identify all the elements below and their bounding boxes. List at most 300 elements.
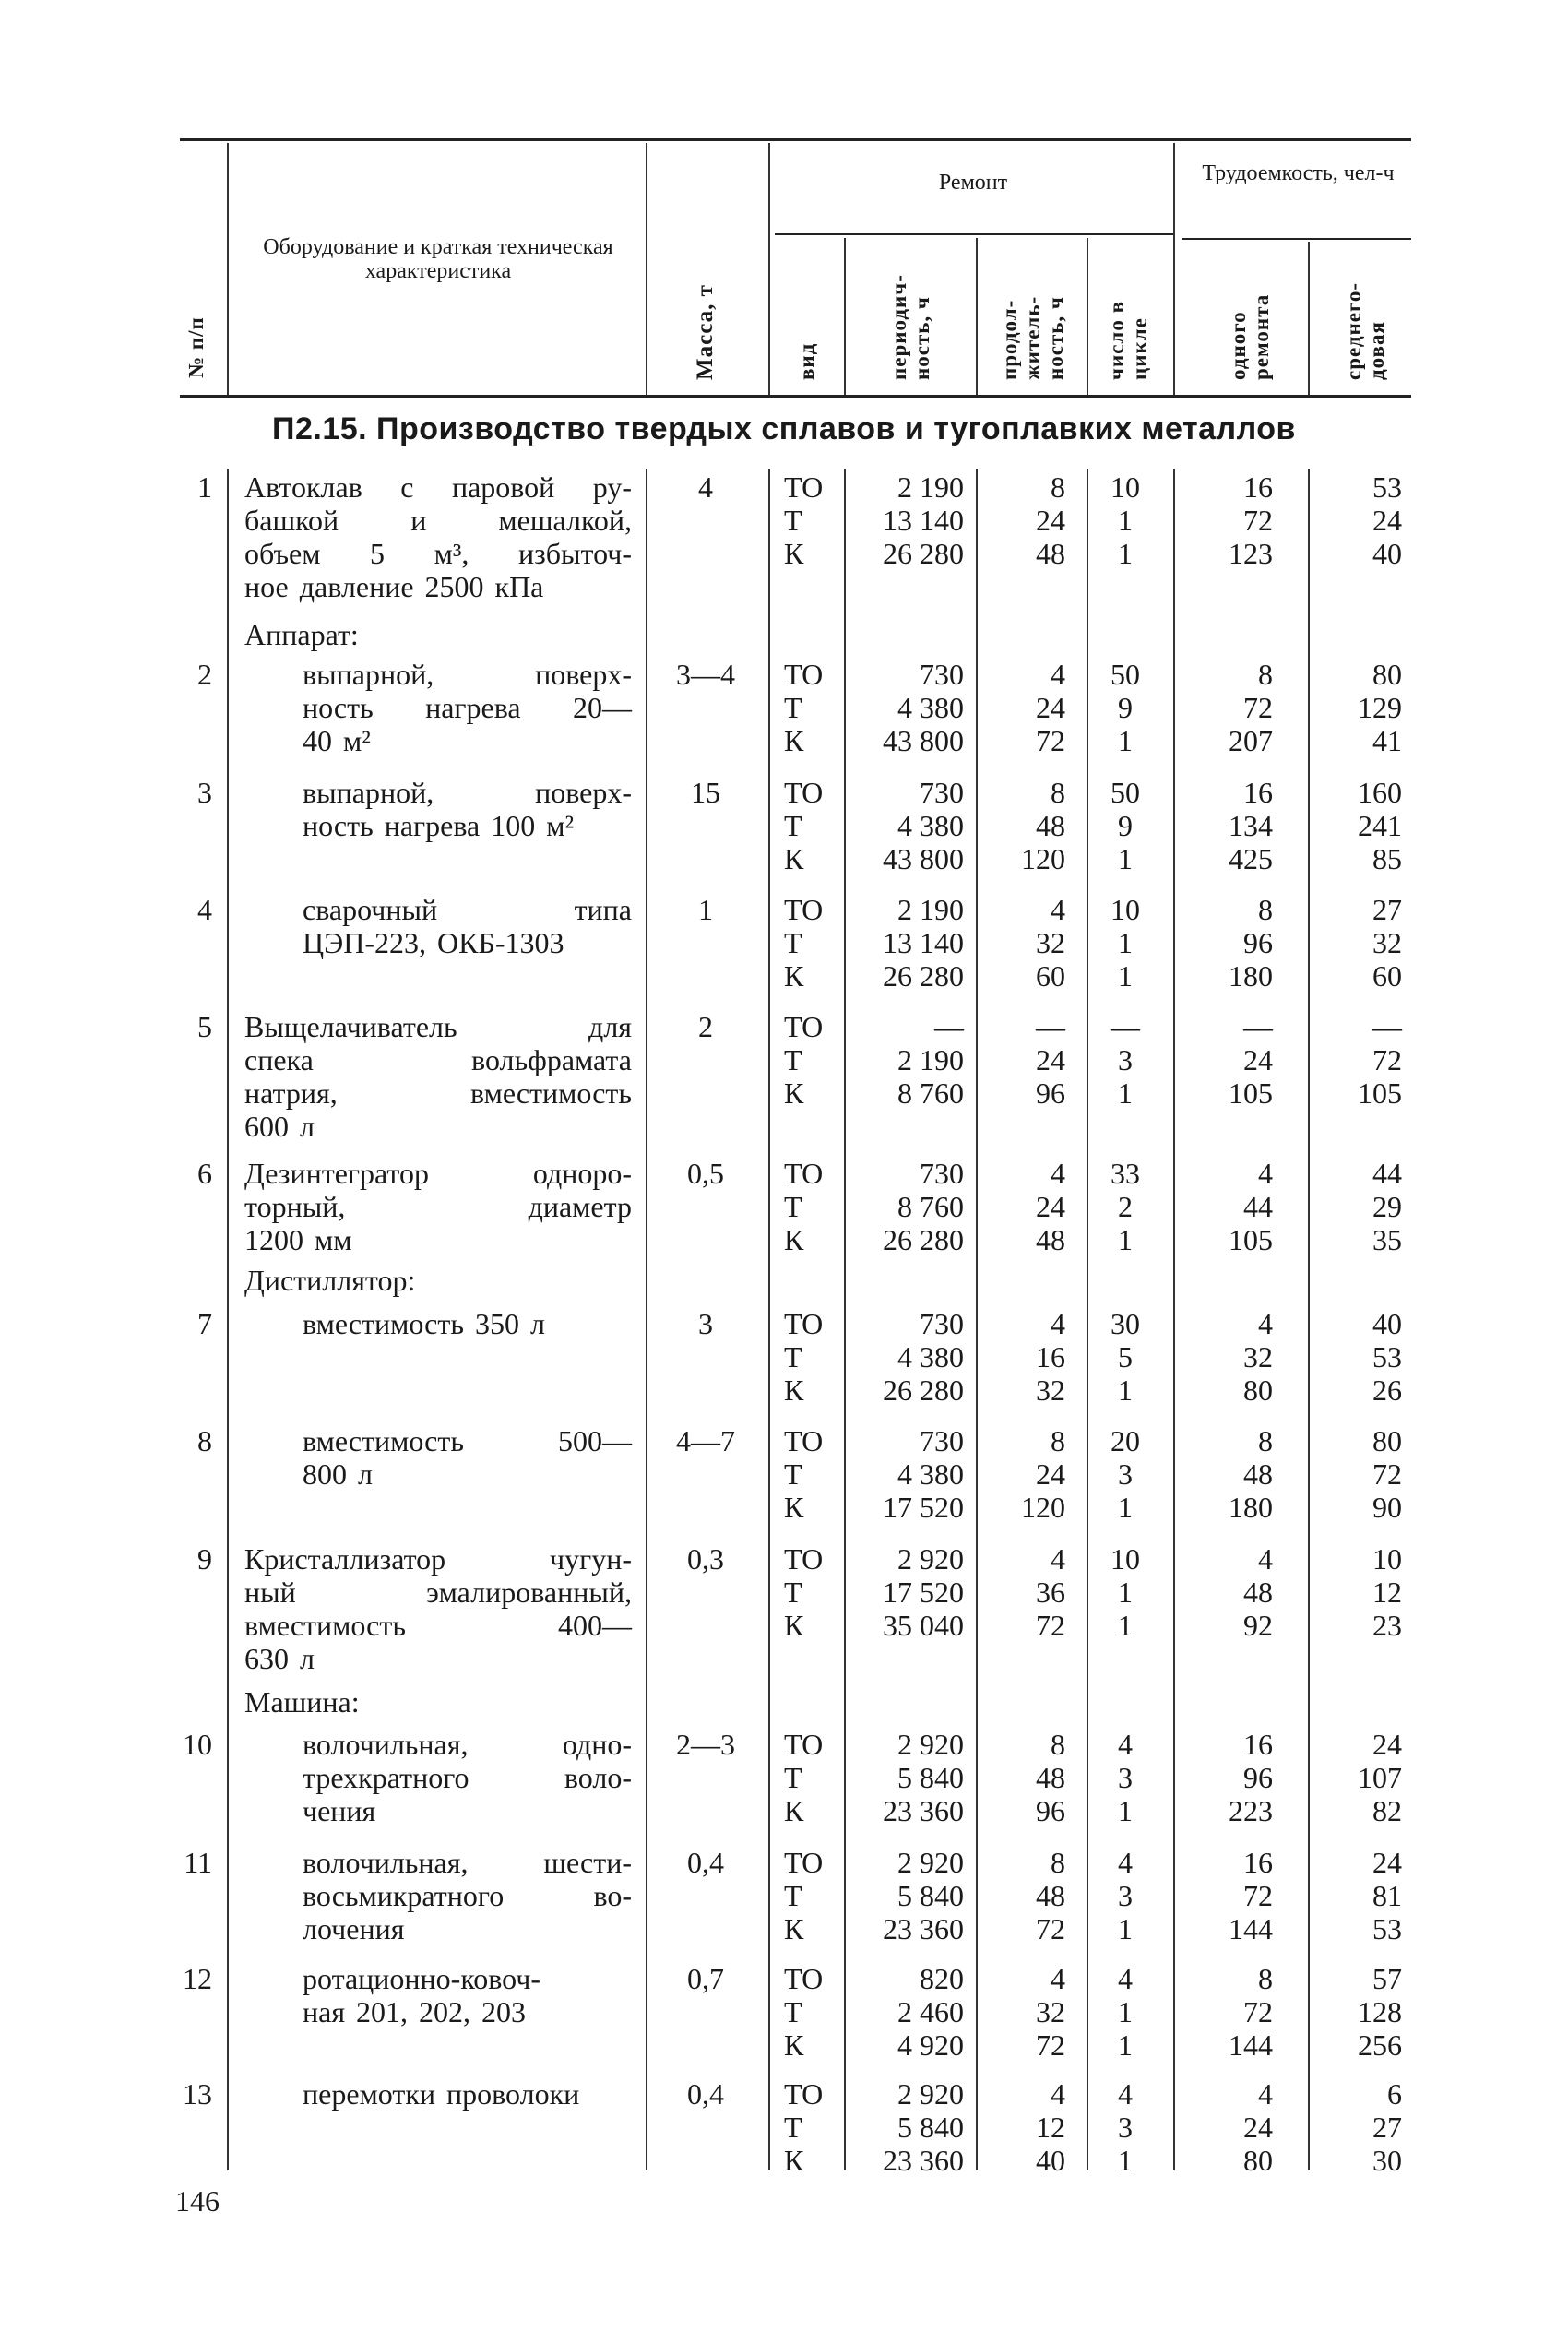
- word: восьмикратного: [303, 1879, 505, 1912]
- mass-value: 3: [698, 1307, 713, 1340]
- repair-type: К: [784, 959, 804, 993]
- duration-cell: [982, 1424, 1075, 1524]
- word: вместимость: [303, 1307, 464, 1340]
- repair-type-cell: [784, 893, 839, 993]
- column-divider: [844, 469, 846, 2170]
- labor-annual-avg: 82: [1372, 1794, 1402, 1827]
- word: чугун-: [550, 1542, 632, 1576]
- word: нагрева: [425, 691, 521, 724]
- count-in-cycle: 1: [1118, 1374, 1133, 1407]
- count-in-cycle-cell: [1088, 1542, 1162, 1642]
- labor-annual-avg: 53: [1372, 1912, 1402, 1945]
- row-number: 4: [197, 893, 212, 926]
- header-divider: [646, 143, 647, 395]
- word: Дезинтегратор: [244, 1157, 429, 1190]
- word: 500—: [558, 1424, 632, 1457]
- labor-one-repair: 180: [1229, 1491, 1273, 1524]
- word: л: [300, 1642, 315, 1675]
- header-repair: Ремонт: [938, 171, 1008, 195]
- word: мм: [315, 1223, 352, 1256]
- count-in-cycle-cell: [1088, 1157, 1162, 1256]
- labor-annual-avg: 40: [1372, 537, 1402, 570]
- header-labor: Трудоемкость, чел-ч: [1202, 161, 1395, 185]
- repair-type: К: [784, 1609, 804, 1642]
- equipment-description: [303, 893, 632, 959]
- labor-annual-avg-cell: [1310, 1157, 1402, 1256]
- duration-cell: [982, 1728, 1075, 1827]
- duration-cell: [982, 658, 1075, 757]
- count-in-cycle: 10: [1111, 1542, 1140, 1576]
- duration: 120: [1021, 1491, 1065, 1524]
- equipment-description: [244, 1010, 632, 1143]
- labor-one-repair: 16: [1243, 1728, 1273, 1761]
- periodicity-cell: [849, 1728, 964, 1827]
- count-in-cycle: 1: [1118, 959, 1133, 993]
- count-in-cycle: 4: [1118, 2077, 1133, 2111]
- labor-one-repair-cell: [1181, 893, 1282, 993]
- labor-one-repair-cell: [1181, 1846, 1282, 1945]
- duration: 72: [1036, 1912, 1065, 1945]
- labor-annual-avg: 129: [1358, 691, 1402, 724]
- labor-one-repair: 44: [1243, 1190, 1273, 1223]
- count-in-cycle: 2: [1118, 1190, 1133, 1223]
- word: л: [358, 1457, 373, 1491]
- column-divider: [976, 469, 978, 2170]
- word: 201,: [356, 1995, 409, 2028]
- word: сварочный: [303, 893, 438, 926]
- word: для: [588, 1010, 632, 1043]
- labor-one-repair: 105: [1229, 1223, 1273, 1256]
- word: проволоки: [446, 2077, 580, 2111]
- count-in-cycle-cell: [1088, 1424, 1162, 1524]
- duration: 72: [1036, 724, 1065, 757]
- word: волочильная,: [303, 1846, 469, 1879]
- labor-one-repair-cell: [1181, 658, 1282, 757]
- labor-one-repair: 96: [1243, 1761, 1273, 1794]
- periodicity: 5 840: [897, 2111, 964, 2144]
- mass-value: 0,7: [687, 1962, 724, 1995]
- count-in-cycle-cell: [1088, 658, 1162, 757]
- repair-type-cell: [784, 1542, 839, 1642]
- mass-value: 0,4: [687, 2077, 724, 2111]
- word: Автоклав: [244, 470, 362, 504]
- description-line: [244, 1157, 632, 1190]
- count-in-cycle: 1: [1118, 1794, 1133, 1827]
- count-in-cycle: 1: [1118, 537, 1133, 570]
- periodicity: 13 140: [883, 926, 964, 959]
- repair-type: К: [784, 1076, 804, 1110]
- word: кПа: [494, 570, 544, 603]
- periodicity-cell: [849, 1424, 964, 1524]
- count-in-cycle: 20: [1111, 1424, 1140, 1457]
- header-num: № п/п: [184, 316, 208, 378]
- labor-one-repair: 48: [1243, 1457, 1273, 1491]
- repair-type: ТО: [784, 1157, 824, 1190]
- periodicity: 8 760: [897, 1190, 964, 1223]
- equipment-description: [244, 470, 632, 603]
- header-periodicity: периодич-ность, ч: [887, 274, 933, 380]
- labor-annual-avg: 23: [1372, 1609, 1402, 1642]
- row-number: 13: [183, 2077, 212, 2111]
- labor-one-repair-cell: [1181, 1962, 1282, 2062]
- repair-type-cell: [784, 776, 839, 875]
- periodicity: 4 920: [897, 2028, 964, 2062]
- periodicity: 23 360: [883, 1912, 964, 1945]
- duration: 4: [1051, 893, 1065, 926]
- word: ность: [303, 809, 374, 842]
- labor-one-repair: 4: [1258, 1157, 1273, 1190]
- equipment-description: [303, 658, 632, 757]
- word: и: [410, 504, 427, 537]
- word: во-: [593, 1879, 632, 1912]
- mass-value: 4: [698, 470, 713, 504]
- description-line: [244, 1223, 632, 1256]
- count-in-cycle-cell: [1088, 470, 1162, 570]
- labor-annual-avg: 27: [1372, 2111, 1402, 2144]
- periodicity-cell: [849, 776, 964, 875]
- labor-annual-avg: 107: [1358, 1761, 1402, 1794]
- duration: 4: [1051, 1542, 1065, 1576]
- duration-cell: [982, 1010, 1075, 1110]
- duration: 8: [1051, 1846, 1065, 1879]
- duration: 8: [1051, 776, 1065, 809]
- description-line: [303, 1728, 632, 1761]
- header-divider: [227, 143, 229, 395]
- count-in-cycle: 1: [1118, 1995, 1133, 2028]
- periodicity: 2 920: [897, 2077, 964, 2111]
- labor-one-repair: 8: [1258, 1962, 1273, 1995]
- labor-annual-avg: 41: [1372, 724, 1402, 757]
- repair-type: К: [784, 1794, 804, 1827]
- duration: 48: [1036, 809, 1065, 842]
- labor-one-repair: 80: [1243, 1374, 1273, 1407]
- duration-cell: [982, 2077, 1075, 2177]
- word: давление: [299, 570, 414, 603]
- word: 2500: [424, 570, 484, 603]
- duration: 60: [1036, 959, 1065, 993]
- repair-type: Т: [784, 504, 802, 537]
- word: л: [300, 1110, 315, 1143]
- description-line: [244, 1076, 632, 1110]
- labor-one-repair-cell: [1181, 1307, 1282, 1407]
- count-in-cycle: 10: [1111, 470, 1140, 504]
- periodicity: 4 380: [897, 691, 964, 724]
- labor-one-repair: 16: [1243, 776, 1273, 809]
- word: нагрева: [384, 809, 481, 842]
- labor-one-repair: 80: [1243, 2144, 1273, 2177]
- labor-annual-avg-cell: [1310, 1424, 1402, 1524]
- labor-one-repair: 8: [1258, 658, 1273, 691]
- word: ротационно-ковоч-: [303, 1962, 541, 1995]
- duration-cell: [982, 1846, 1075, 1945]
- header-divider: [976, 238, 978, 395]
- word: ру-: [592, 470, 632, 504]
- row-number: 11: [184, 1846, 212, 1879]
- equipment-description: [303, 1307, 632, 1340]
- count-in-cycle: 1: [1118, 1491, 1133, 1524]
- description-line: [303, 1794, 632, 1827]
- labor-one-repair: 72: [1243, 691, 1273, 724]
- labor-one-repair-cell: [1181, 1157, 1282, 1256]
- row-number: 6: [197, 1157, 212, 1190]
- word: 100: [491, 809, 536, 842]
- description-line: [244, 537, 632, 570]
- periodicity: 2 190: [897, 893, 964, 926]
- labor-annual-avg: 160: [1358, 776, 1402, 809]
- header-divider: [844, 238, 846, 395]
- periodicity-cell: [849, 1157, 964, 1256]
- repair-type: Т: [784, 809, 802, 842]
- duration: 96: [1036, 1076, 1065, 1110]
- labor-one-repair-cell: [1181, 776, 1282, 875]
- duration: —: [1036, 1010, 1065, 1043]
- column-divider: [646, 469, 647, 2170]
- labor-one-repair: 16: [1243, 470, 1273, 504]
- labor-annual-avg: 72: [1372, 1457, 1402, 1491]
- repair-type: ТО: [784, 1010, 824, 1043]
- labor-one-repair: 4: [1258, 2077, 1273, 2111]
- duration: 32: [1036, 926, 1065, 959]
- word: поверх-: [535, 776, 632, 809]
- labor-annual-avg-cell: [1310, 658, 1402, 757]
- word: м²: [546, 809, 575, 842]
- word: выпарной,: [303, 658, 434, 691]
- repair-type: Т: [784, 691, 802, 724]
- labor-one-repair: 96: [1243, 926, 1273, 959]
- periodicity: 5 840: [897, 1761, 964, 1794]
- labor-one-repair: 24: [1243, 1043, 1273, 1076]
- repair-type-cell: [784, 1846, 839, 1945]
- periodicity: 43 800: [883, 724, 964, 757]
- count-in-cycle: 3: [1118, 1761, 1133, 1794]
- word: ный: [244, 1576, 296, 1609]
- labor-one-repair: 134: [1229, 809, 1273, 842]
- labor-annual-avg-cell: [1310, 1962, 1402, 2062]
- periodicity-cell: [849, 1962, 964, 2062]
- labor-one-repair: —: [1243, 1010, 1273, 1043]
- equipment-description: [244, 1157, 632, 1256]
- labor-annual-avg: 35: [1372, 1223, 1402, 1256]
- description-line: [303, 1962, 632, 1995]
- repair-type: Т: [784, 1761, 802, 1794]
- description-line: [303, 809, 632, 842]
- repair-type: К: [784, 1374, 804, 1407]
- count-in-cycle: 1: [1118, 2144, 1133, 2177]
- word: натрия,: [244, 1076, 338, 1110]
- description-line: [244, 470, 632, 504]
- labor-annual-avg: 72: [1372, 1043, 1402, 1076]
- header-divider: [1308, 242, 1310, 395]
- header-mass: Масса, т: [693, 284, 718, 380]
- header-count: число в цикле: [1105, 300, 1151, 380]
- mass-value: 15: [691, 776, 720, 809]
- word: вместимость: [470, 1076, 632, 1110]
- count-in-cycle: 33: [1111, 1157, 1140, 1190]
- periodicity: 730: [920, 1424, 964, 1457]
- count-in-cycle: 50: [1111, 658, 1140, 691]
- description-line: [303, 1457, 632, 1491]
- word: 800: [303, 1457, 347, 1491]
- count-in-cycle: 10: [1111, 893, 1140, 926]
- periodicity-cell: [849, 658, 964, 757]
- header-annual-avg: среднего-довая: [1342, 281, 1388, 380]
- equipment-description: [303, 1962, 632, 2028]
- count-in-cycle-cell: [1088, 776, 1162, 875]
- repair-type: К: [784, 537, 804, 570]
- word: паровой: [451, 470, 555, 504]
- repair-type: ТО: [784, 1542, 824, 1576]
- periodicity: 26 280: [883, 537, 964, 570]
- column-divider: [768, 469, 770, 2170]
- word: башкой: [244, 504, 339, 537]
- periodicity: 820: [920, 1962, 964, 1995]
- duration: 32: [1036, 1995, 1065, 2028]
- row-number: 5: [197, 1010, 212, 1043]
- count-in-cycle: 1: [1118, 1609, 1133, 1642]
- word: 400—: [558, 1609, 632, 1642]
- row-number: 7: [197, 1307, 212, 1340]
- periodicity: 4 380: [897, 1457, 964, 1491]
- description-line: [303, 658, 632, 691]
- labor-one-repair-cell: [1181, 1424, 1282, 1524]
- row-number: 10: [183, 1728, 212, 1761]
- periodicity-cell: [849, 470, 964, 570]
- count-in-cycle: —: [1111, 1010, 1140, 1043]
- subheading-distiller: Дистиллятор:: [244, 1264, 416, 1297]
- labor-one-repair: 4: [1258, 1542, 1273, 1576]
- periodicity: 5 840: [897, 1879, 964, 1912]
- repair-type: К: [784, 1912, 804, 1945]
- repair-type: ТО: [784, 1424, 824, 1457]
- equipment-description: [303, 1846, 632, 1945]
- duration: 4: [1051, 1157, 1065, 1190]
- word: Кристаллизатор: [244, 1542, 446, 1576]
- duration: 4: [1051, 1307, 1065, 1340]
- repair-type-cell: [784, 1424, 839, 1524]
- periodicity: 13 140: [883, 504, 964, 537]
- word: чения: [303, 1794, 376, 1827]
- duration: 120: [1021, 842, 1065, 875]
- row-number: 12: [183, 1962, 212, 1995]
- labor-one-repair: 8: [1258, 1424, 1273, 1457]
- count-in-cycle-cell: [1088, 1728, 1162, 1827]
- periodicity-cell: [849, 2077, 964, 2177]
- periodicity: 17 520: [883, 1576, 964, 1609]
- subheading-machine: Машина:: [244, 1685, 360, 1719]
- count-in-cycle: 3: [1118, 1043, 1133, 1076]
- mass-value: 0,3: [687, 1542, 724, 1576]
- description-line: [303, 2077, 632, 2111]
- word: ное: [244, 570, 289, 603]
- description-line: [303, 1995, 632, 2028]
- row-number: 3: [197, 776, 212, 809]
- repair-type: Т: [784, 1995, 802, 2028]
- labor-annual-avg: 29: [1372, 1190, 1402, 1223]
- count-in-cycle: 3: [1118, 1457, 1133, 1491]
- duration-cell: [982, 776, 1075, 875]
- periodicity: 26 280: [883, 959, 964, 993]
- labor-one-repair-cell: [1181, 1728, 1282, 1827]
- word: ЦЭП-223,: [303, 926, 426, 959]
- labor-annual-avg: 30: [1372, 2144, 1402, 2177]
- count-in-cycle: 1: [1118, 842, 1133, 875]
- word: 203: [481, 1995, 527, 2028]
- labor-annual-avg: 57: [1372, 1962, 1402, 1995]
- labor-annual-avg: 80: [1372, 658, 1402, 691]
- header-duration: продол-житель-ность, ч: [998, 295, 1067, 380]
- word: ность: [303, 691, 374, 724]
- repair-type: Т: [784, 1043, 802, 1076]
- count-in-cycle: 3: [1118, 2111, 1133, 2144]
- duration: 8: [1051, 470, 1065, 504]
- repair-type: К: [784, 842, 804, 875]
- header-bottom-rule: [180, 395, 1411, 398]
- description-line: [303, 724, 632, 757]
- labor-one-repair-cell: [1181, 1542, 1282, 1642]
- duration: 72: [1036, 1609, 1065, 1642]
- word: поверх-: [535, 658, 632, 691]
- word: 630: [244, 1642, 289, 1675]
- repair-type-cell: [784, 1157, 839, 1256]
- periodicity: 8 760: [897, 1076, 964, 1110]
- duration: 4: [1051, 658, 1065, 691]
- count-in-cycle-cell: [1088, 1846, 1162, 1945]
- periodicity-cell: [849, 1542, 964, 1642]
- repair-type: Т: [784, 926, 802, 959]
- row-number: 1: [197, 470, 212, 504]
- labor-annual-avg: 6: [1387, 2077, 1402, 2111]
- description-line: [303, 926, 632, 959]
- labor-one-repair: 8: [1258, 893, 1273, 926]
- word: воло-: [564, 1761, 632, 1794]
- repair-type: Т: [784, 1879, 802, 1912]
- word: 350: [474, 1307, 519, 1340]
- labor-annual-avg: 53: [1372, 470, 1402, 504]
- periodicity: 23 360: [883, 2144, 964, 2177]
- repair-subrule: [775, 233, 1173, 235]
- duration: 24: [1036, 691, 1065, 724]
- labor-annual-avg: 24: [1372, 504, 1402, 537]
- duration: 96: [1036, 1794, 1065, 1827]
- repair-type: ТО: [784, 1962, 824, 1995]
- duration: 48: [1036, 537, 1065, 570]
- description-line: [244, 1010, 632, 1043]
- word: м²: [343, 724, 371, 757]
- periodicity: 17 520: [883, 1491, 964, 1524]
- word: 40: [303, 724, 332, 757]
- duration: 48: [1036, 1223, 1065, 1256]
- repair-type: ТО: [784, 1728, 824, 1761]
- duration: 36: [1036, 1576, 1065, 1609]
- page-number: 146: [175, 2184, 220, 2218]
- periodicity: 2 920: [897, 1542, 964, 1576]
- labor-annual-avg: 40: [1372, 1307, 1402, 1340]
- word: 5: [370, 537, 386, 570]
- repair-type: ТО: [784, 776, 824, 809]
- count-in-cycle: 4: [1118, 1728, 1133, 1761]
- count-in-cycle: 4: [1118, 1846, 1133, 1879]
- labor-annual-avg: —: [1372, 1010, 1402, 1043]
- labor-annual-avg-cell: [1310, 1846, 1402, 1945]
- duration: 24: [1036, 1190, 1065, 1223]
- labor-annual-avg: 26: [1372, 1374, 1402, 1407]
- description-line: [244, 1542, 632, 1576]
- labor-one-repair: 180: [1229, 959, 1273, 993]
- description-line: [244, 504, 632, 537]
- count-in-cycle: 3: [1118, 1879, 1133, 1912]
- repair-type: ТО: [784, 658, 824, 691]
- duration-cell: [982, 1307, 1075, 1407]
